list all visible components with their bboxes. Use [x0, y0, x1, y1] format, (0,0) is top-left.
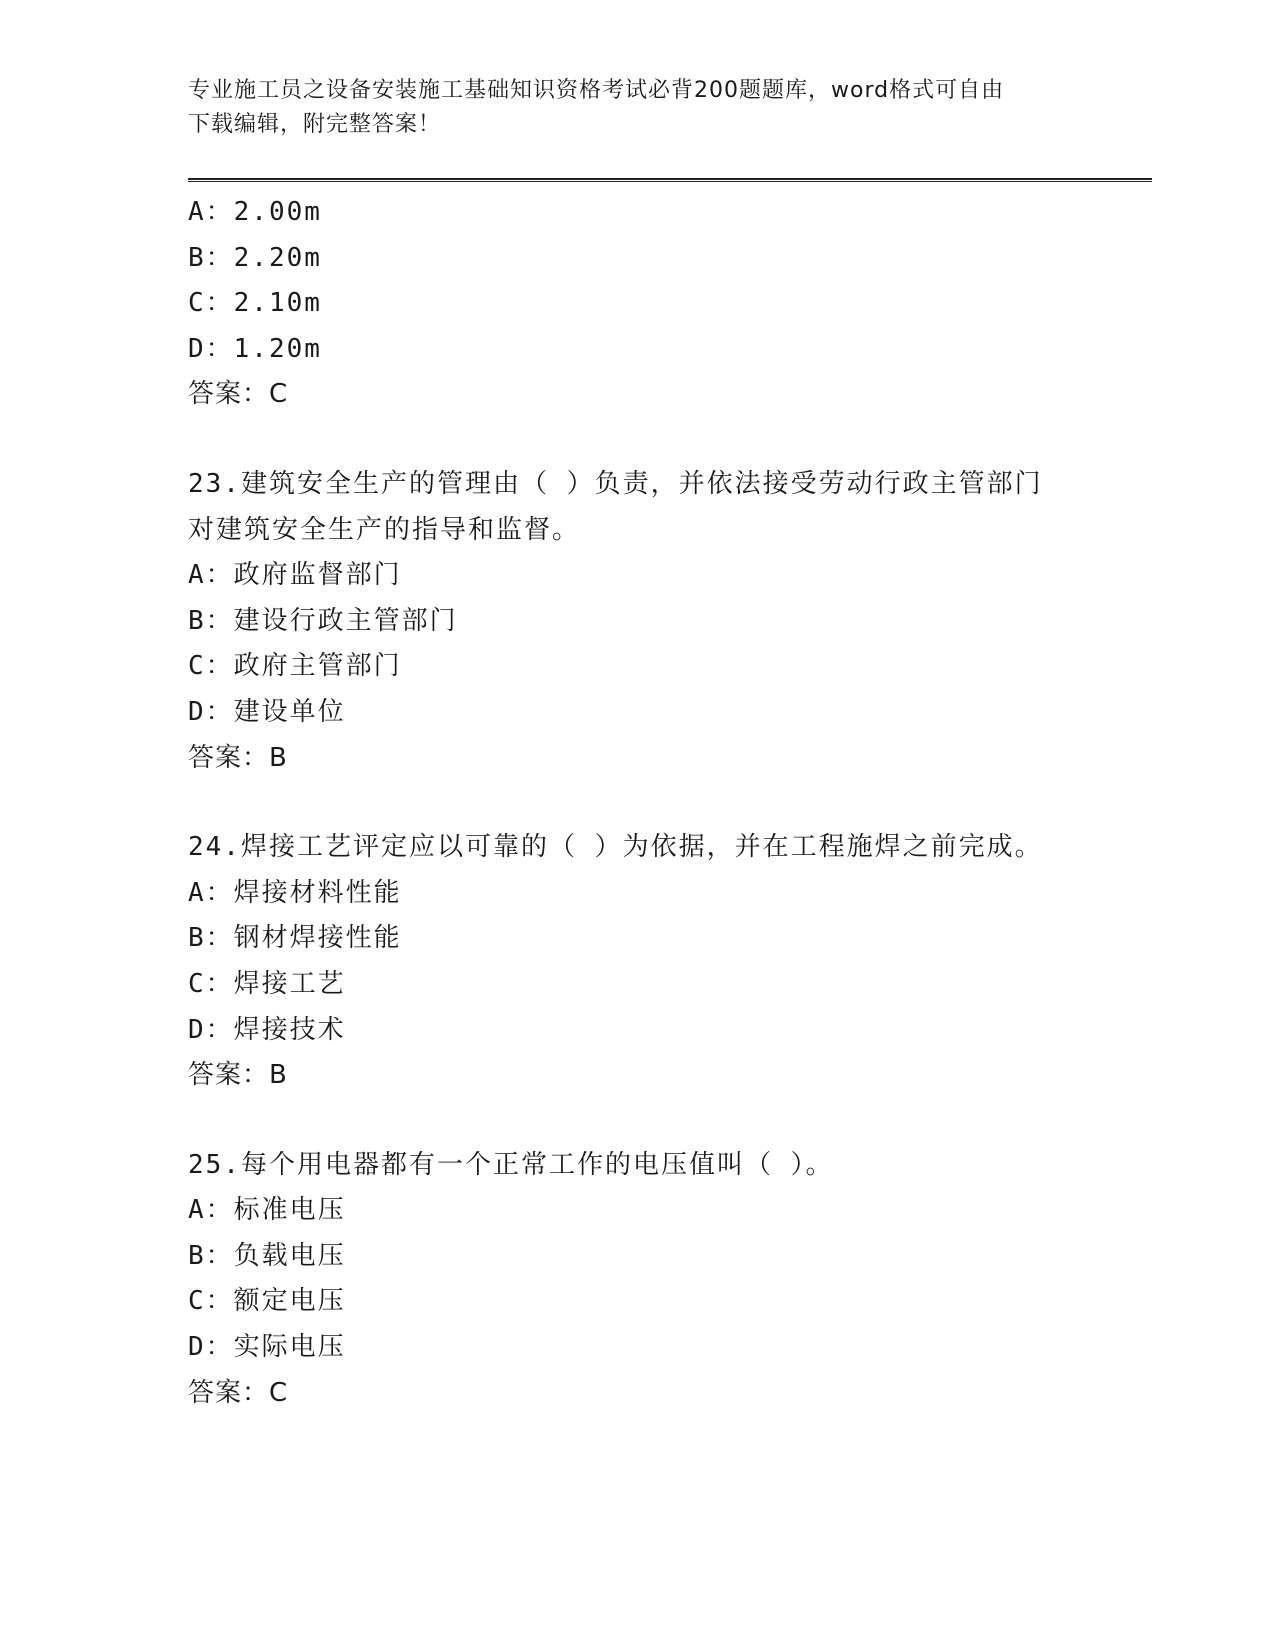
question-text-line-1: 25.每个用电器都有一个正常工作的电压值叫（ ）。 — [188, 1149, 834, 1180]
option-b: B：2.20m — [188, 242, 322, 273]
question-list — [188, 190, 1088, 1416]
question-23 — [188, 462, 1088, 781]
question-25 — [188, 1143, 1088, 1417]
answer: 答案：C — [188, 1377, 289, 1408]
option-a: A：标准电压 — [188, 1195, 346, 1226]
spacer — [188, 1099, 1088, 1143]
spacer — [188, 781, 1088, 825]
option-d: D：焊接技术 — [188, 1014, 346, 1045]
option-d: D：实际电压 — [188, 1332, 346, 1363]
option-a: A：焊接材料性能 — [188, 877, 402, 908]
option-d: D：建设单位 — [188, 696, 346, 727]
header-line-1: 专业施工员之设备安装施工基础知识资格考试必背200题题库，word格式可自由 — [188, 78, 1005, 103]
option-b: B：钢材焊接性能 — [188, 923, 402, 954]
option-c: C：额定电压 — [188, 1286, 346, 1317]
question-text-line-1: 24.焊接工艺评定应以可靠的（ ）为依据，并在工程施焊之前完成。 — [188, 832, 1043, 863]
spacer — [188, 418, 1088, 462]
option-d: D：1.20m — [188, 333, 322, 364]
option-b: B：负载电压 — [188, 1240, 346, 1271]
header-divider — [188, 178, 1152, 182]
question-24 — [188, 825, 1088, 1099]
option-a: A：政府监督部门 — [188, 560, 402, 591]
answer: 答案：C — [188, 379, 289, 410]
option-b: B：建设行政主管部门 — [188, 605, 458, 636]
question-text-line-2: 对建筑安全生产的指导和监督。 — [188, 514, 581, 545]
document-header — [188, 74, 1068, 142]
question-22 — [188, 190, 1088, 418]
option-c: C：政府主管部门 — [188, 651, 402, 682]
answer: 答案：B — [188, 742, 288, 773]
question-text-line-1: 23.建筑安全生产的管理由（ ）负责，并依法接受劳动行政主管部门 — [188, 468, 1043, 499]
header-line-2: 下载编辑，附完整答案！ — [188, 112, 442, 137]
option-c: C：2.10m — [188, 288, 322, 319]
option-c: C：焊接工艺 — [188, 968, 346, 999]
answer: 答案：B — [188, 1060, 288, 1091]
option-a: A：2.00m — [188, 197, 322, 227]
